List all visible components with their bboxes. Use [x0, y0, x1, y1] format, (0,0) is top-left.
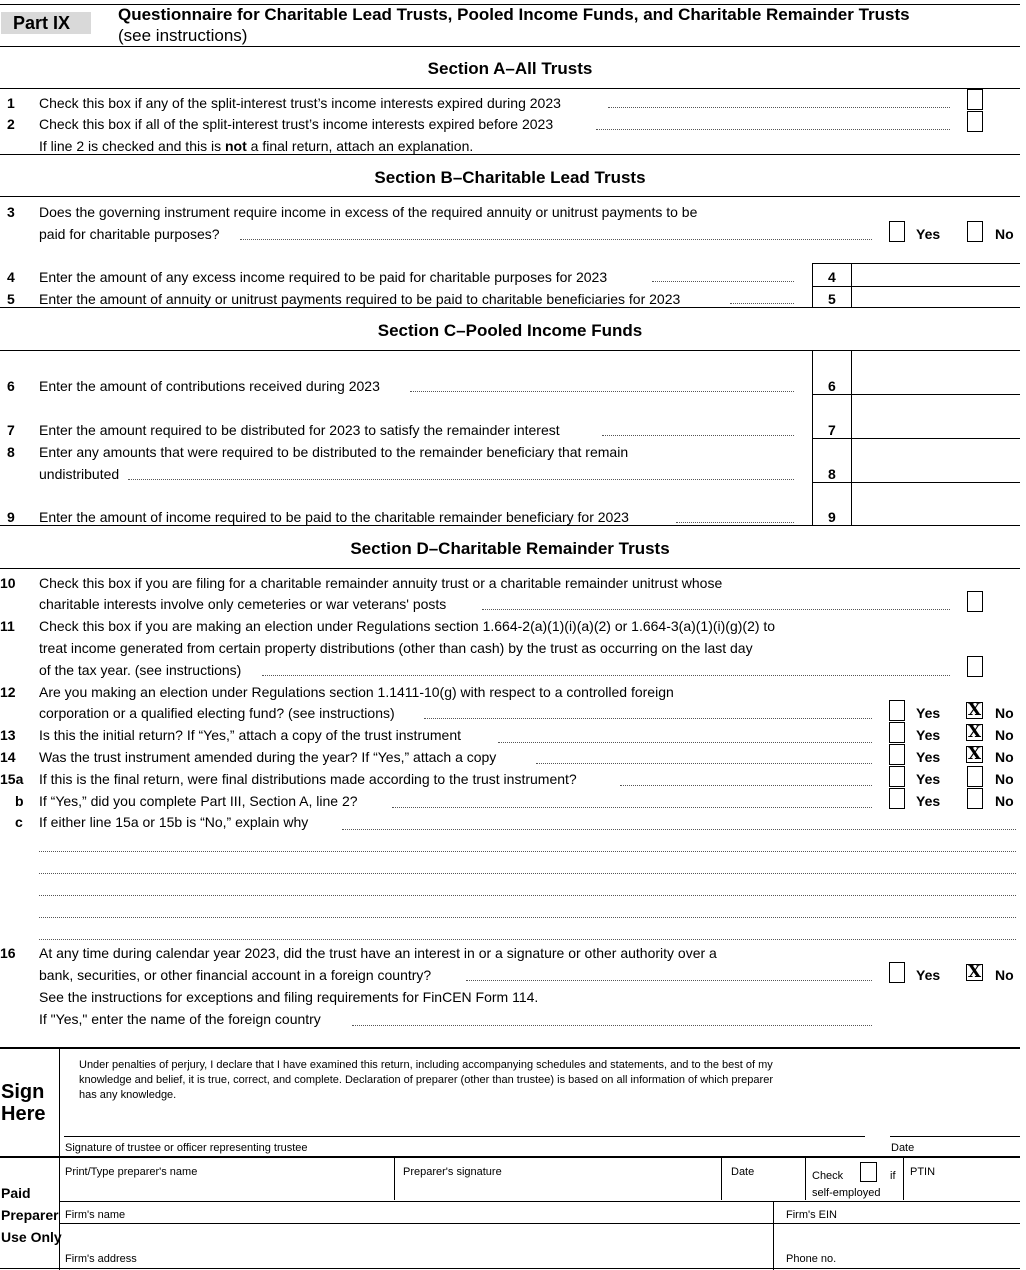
column-rule [812, 263, 813, 307]
line-9-amount-field[interactable] [852, 483, 1020, 525]
column-rule [903, 1157, 904, 1200]
line-9-box-number: 9 [828, 509, 836, 525]
line-14-number: 14 [0, 749, 16, 765]
line-15c-explanation-line[interactable] [342, 828, 1016, 830]
rule [890, 1136, 1020, 1137]
sign-title: Here [1, 1103, 46, 1125]
line-6-box-number: 6 [828, 378, 836, 394]
column-rule [59, 1048, 60, 1156]
leader-dots [652, 280, 794, 282]
line-5-box-number: 5 [828, 291, 836, 307]
line-3-text: paid for charitable purposes? [39, 226, 220, 242]
line-6-text: Enter the amount of contributions received during 2023 [39, 378, 380, 394]
line-7-number: 7 [7, 422, 15, 438]
leader-dots [262, 674, 950, 676]
leader-dots [676, 521, 794, 523]
line-15c-explanation-line[interactable] [39, 872, 1016, 874]
column-rule [851, 263, 852, 307]
leader-dots [620, 784, 872, 786]
part-subtitle: (see instructions) [118, 26, 248, 45]
line-2-text: Check this box if all of the split-interest trust’s income interests expired before 2023 [39, 116, 554, 132]
leader-dots [602, 434, 794, 436]
rule [64, 1136, 865, 1137]
line-12-yes-label: Yes [916, 705, 941, 721]
phone-field[interactable] [850, 1247, 1020, 1267]
phone-label: Phone no. [786, 1253, 837, 1265]
line-10-number: 10 [0, 575, 16, 591]
line-15a-no-checkbox[interactable] [967, 766, 983, 787]
line-2-number: 2 [7, 116, 15, 132]
self-employed-label: self-employed [812, 1187, 881, 1199]
line-3-number: 3 [7, 204, 15, 220]
leader-dots [424, 717, 872, 719]
line-4-text: Enter the amount of any excess income required to be paid for charitable purposes for 2023 [39, 269, 608, 285]
line-15a-no-label: No [995, 771, 1014, 787]
line-15b-no-checkbox[interactable] [967, 788, 983, 809]
leader-dots [608, 106, 950, 108]
line-15c-explanation-line[interactable] [39, 916, 1016, 918]
section-b-heading: Section B–Charitable Lead Trusts [374, 168, 646, 187]
line-6-amount-field[interactable] [852, 351, 1020, 394]
rule [0, 88, 1020, 89]
firm-address-label: Firm's address [65, 1253, 137, 1265]
leader-dots [466, 979, 872, 981]
line-7-amount-field[interactable] [852, 395, 1020, 438]
section-c-heading: Section C–Pooled Income Funds [377, 321, 643, 340]
leader-dots [240, 238, 872, 240]
firm-address-field[interactable] [62, 1225, 770, 1253]
line-13-text: Is this the initial return? If “Yes,” attach a copy of the trust instrument [39, 727, 462, 743]
line-11-text: Check this box if you are making an election under Regulations section 1.664-2(a)(1)(i)(a)(2) or 1.664-3(a)(1)(i)(g)(2) to [39, 618, 776, 634]
line-12-no-label: No [995, 705, 1014, 721]
line-14-no-checkbox[interactable]: X [967, 744, 982, 764]
leader-dots [410, 390, 794, 392]
line-5-text: Enter the amount of annuity or unitrust payments required to be paid to charitable beneficiaries for 2023 [39, 291, 681, 307]
foreign-country-field[interactable] [352, 1024, 872, 1026]
line-10-text: charitable interests involve only cemeteries or war veterans' posts [39, 596, 447, 612]
line-12-text: corporation or a qualified electing fund? (see instructions) [39, 705, 395, 721]
rule [60, 1223, 1020, 1224]
preparer-date-field[interactable] [724, 1180, 804, 1200]
line-8-number: 8 [7, 444, 15, 460]
line-10-text: Check this box if you are filing for a charitable remainder annuity trust or a charitable remainder unitrust whose [39, 575, 723, 591]
line-6-number: 6 [7, 378, 15, 394]
line-2-note: If line 2 is checked and this is not a final return, attach an explanation. [39, 138, 474, 154]
line-4-amount-field[interactable] [852, 264, 1020, 286]
line-8-text: undistributed [39, 466, 120, 482]
line-13-yes-checkbox[interactable] [889, 722, 905, 743]
sign-title: Sign [1, 1081, 45, 1103]
line-2-checkbox[interactable] [967, 111, 983, 132]
line-15b-no-label: No [995, 793, 1014, 809]
line-15a-yes-checkbox[interactable] [889, 766, 905, 787]
line-12-text: Are you making an election under Regulations section 1.1411-10(g) with respect to a controlled foreign [39, 684, 674, 700]
trustee-date-field[interactable] [890, 1108, 1020, 1136]
section-d-heading: Section D–Charitable Remainder Trusts [350, 539, 670, 558]
leader-dots [498, 741, 872, 743]
leader-dots [536, 762, 872, 764]
leader-dots [482, 608, 950, 610]
line-4-box-number: 4 [828, 269, 836, 285]
line-16-number: 16 [0, 945, 16, 961]
line-8-amount-field[interactable] [852, 439, 1020, 482]
preparer-title: Paid [1, 1185, 31, 1201]
line-16-no-label: No [995, 967, 1014, 983]
column-rule [805, 1157, 806, 1200]
line-12-no-checkbox[interactable]: X [967, 700, 982, 720]
line-14-text: Was the trust instrument amended during the year? If “Yes,” attach a copy [39, 749, 497, 765]
line-14-yes-label: Yes [916, 749, 941, 765]
ptin-label: PTIN [910, 1166, 936, 1178]
line-3-text: Does the governing instrument require income in excess of the required annuity or unitrust payments to be [39, 204, 698, 220]
line-1-checkbox[interactable] [967, 89, 983, 110]
line-5-amount-field[interactable] [852, 287, 1020, 307]
line-9-text: Enter the amount of income required to be paid to the charitable remainder beneficiary for 2023 [39, 509, 629, 525]
line-14-no-label: No [995, 749, 1014, 765]
line-3-yes-checkbox[interactable] [889, 221, 905, 242]
line-13-number: 13 [0, 727, 16, 743]
trustee-date-label: Date [891, 1142, 915, 1154]
line-9-number: 9 [7, 509, 15, 525]
column-rule [59, 1157, 60, 1270]
line-10-checkbox[interactable] [967, 591, 983, 612]
preparer-date-label: Date [731, 1166, 755, 1178]
line-15c-text: If either line 15a or 15b is “No,” explain why [39, 814, 309, 830]
line-14-yes-checkbox[interactable] [889, 744, 905, 765]
preparer-signature-label: Preparer's signature [403, 1166, 502, 1178]
line-15b-yes-checkbox[interactable] [889, 788, 905, 809]
rule [60, 1201, 1020, 1202]
line-12-yes-checkbox[interactable] [889, 700, 905, 721]
line-1-text: Check this box if any of the split-interest trust’s income interests expired during 2023 [39, 95, 561, 111]
leader-dots [596, 128, 950, 130]
part-title: Questionnaire for Charitable Lead Trusts, Pooled Income Funds, and Charitable Remainder Trusts [118, 5, 910, 24]
rule [0, 525, 1020, 526]
leader-dots [730, 302, 794, 304]
line-15a-text: If this is the final return, were final distributions made according to the trust instrument? [39, 771, 577, 787]
line-3-no-checkbox[interactable] [967, 221, 983, 242]
rule [0, 154, 1020, 155]
line-15a-yes-label: Yes [916, 771, 941, 787]
rule [0, 1156, 1020, 1158]
line-13-no-checkbox[interactable]: X [967, 722, 982, 742]
preparer-name-field[interactable] [62, 1180, 392, 1200]
perjury-statement: knowledge and belief, it is true, correct, and complete. Declaration of preparer (other than trustee) is based on all information of which preparer [79, 1074, 773, 1086]
preparer-name-label: Print/Type preparer's name [65, 1166, 198, 1178]
line-13-yes-label: Yes [916, 727, 941, 743]
line-3-no-label: No [995, 226, 1014, 242]
line-16-yes-label: Yes [916, 967, 941, 983]
line-15a-number: 15a [0, 771, 24, 787]
line-12-number: 12 [0, 684, 16, 700]
line-15c-explanation-line[interactable] [39, 938, 1016, 940]
self-employed-checkbox[interactable] [860, 1162, 877, 1182]
rule [0, 46, 1020, 47]
column-rule [721, 1157, 722, 1200]
trustee-signature-field[interactable] [64, 1108, 864, 1136]
firm-ein-label: Firm's EIN [786, 1209, 837, 1221]
line-5-number: 5 [7, 291, 15, 307]
leader-dots [392, 806, 872, 808]
line-1-number: 1 [7, 95, 15, 111]
line-16-text: bank, securities, or other financial account in a foreign country? [39, 967, 432, 983]
preparer-signature-field[interactable] [397, 1180, 719, 1200]
line-16-text: At any time during calendar year 2023, did the trust have an interest in or a signature or other authority over a [39, 945, 717, 961]
column-rule [812, 350, 813, 525]
line-16-text: See the instructions for exceptions and filing requirements for FinCEN Form 114. [39, 989, 539, 1005]
firm-ein-field[interactable] [850, 1203, 1020, 1223]
rule [0, 1047, 1020, 1049]
part-label: Part IX [13, 13, 71, 33]
line-15b-number: b [15, 793, 24, 809]
section-a-heading: Section A–All Trusts [427, 59, 593, 78]
line-3-yes-label: Yes [916, 226, 941, 242]
line-16-yes-checkbox[interactable] [889, 962, 905, 983]
self-employed-check-label: Check [812, 1170, 844, 1182]
line-16-no-checkbox[interactable]: X [967, 962, 982, 982]
rule [0, 1268, 1020, 1269]
preparer-title: Preparer [1, 1207, 59, 1223]
perjury-statement: Under penalties of perjury, I declare that I have examined this return, including accompanying schedules and statements, and to the best of my [79, 1059, 773, 1071]
rule [0, 568, 1020, 569]
line-4-number: 4 [7, 269, 15, 285]
line-7-box-number: 7 [828, 422, 836, 438]
line-11-text: of the tax year. (see instructions) [39, 662, 242, 678]
column-rule [773, 1201, 774, 1270]
line-15c-explanation-line[interactable] [39, 894, 1016, 896]
rule [0, 307, 1020, 308]
line-7-text: Enter the amount required to be distributed for 2023 to satisfy the remainder interest [39, 422, 560, 438]
preparer-title: Use Only [1, 1229, 62, 1245]
column-rule [394, 1157, 395, 1200]
ptin-field[interactable] [906, 1180, 1020, 1200]
line-15c-explanation-line[interactable] [39, 850, 1016, 852]
leader-dots [128, 478, 794, 480]
line-11-checkbox[interactable] [967, 656, 983, 677]
firm-name-field[interactable] [130, 1203, 770, 1223]
self-employed-if-label: if [890, 1170, 896, 1182]
firm-name-label: Firm's name [65, 1209, 126, 1221]
line-8-box-number: 8 [828, 466, 836, 482]
line-11-number: 11 [0, 618, 15, 634]
line-8-text: Enter any amounts that were required to be distributed to the remainder beneficiary that remain [39, 444, 629, 460]
line-16-text: If "Yes," enter the name of the foreign country [39, 1011, 321, 1027]
line-15b-text: If “Yes,” did you complete Part III, Section A, line 2? [39, 793, 358, 809]
perjury-statement: has any knowledge. [79, 1089, 177, 1101]
trustee-signature-label: Signature of trustee or officer representing trustee [65, 1142, 308, 1154]
line-11-text: treat income generated from certain property distributions (other than cash) by the trust as occurring on the last day [39, 640, 753, 656]
column-rule [851, 350, 852, 525]
rule [0, 196, 1020, 197]
line-15c-number: c [15, 814, 23, 830]
line-15b-yes-label: Yes [916, 793, 941, 809]
line-13-no-label: No [995, 727, 1014, 743]
